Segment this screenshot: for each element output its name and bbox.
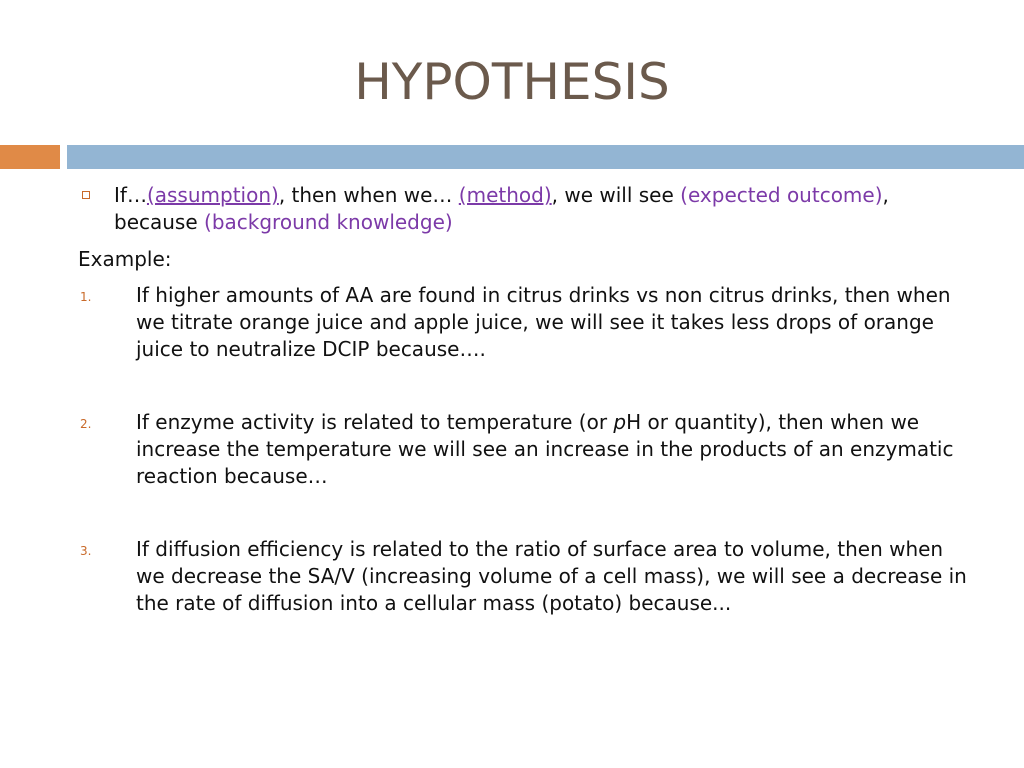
assumption-text: (assumption) bbox=[146, 183, 279, 207]
method-text: (method) bbox=[458, 183, 552, 207]
item-text: If diffusion efficiency is related to the ratio of surface area to volume, then when we decrease the SA/V (increasing volume of a cell mass), we will see a decrease in the rate of diffusion into a cellular mass (potato) because... bbox=[136, 537, 967, 615]
example-label: Example: bbox=[78, 247, 172, 271]
expected-outcome-text: (expected outcome) bbox=[680, 183, 883, 207]
example-list bbox=[78, 282, 978, 617]
item-text-before: If enzyme activity is related to temperature (or bbox=[136, 410, 614, 434]
item-text-italic: p bbox=[613, 410, 627, 434]
item-number: 3. bbox=[80, 544, 92, 558]
template-bullet bbox=[78, 182, 978, 236]
item-text-after: H or quantity), then when we increase the temperature we will see an increase in the products of an enzymatic reaction because… bbox=[136, 410, 954, 488]
example-item-1 bbox=[78, 282, 978, 363]
template-because-text: , because bbox=[114, 183, 889, 234]
template-prefix: If… bbox=[114, 183, 147, 207]
background-knowledge-text: (background knowledge) bbox=[204, 210, 453, 234]
square-bullet-icon bbox=[82, 191, 90, 199]
template-see-text: , we will see bbox=[551, 183, 681, 207]
item-number: 2. bbox=[80, 417, 92, 431]
example-item-2 bbox=[78, 409, 978, 490]
item-text: If higher amounts of AA are found in citrus drinks vs non citrus drinks, then when we titrate orange juice and apple juice, we will see it takes less drops of orange juice to neutralize DCIP because…. bbox=[136, 283, 951, 361]
example-item-3 bbox=[78, 536, 978, 617]
template-then-text: , then when we… bbox=[278, 183, 459, 207]
accent-bar-orange bbox=[0, 145, 60, 169]
slide-title: HYPOTHESIS bbox=[354, 53, 670, 111]
accent-bar-blue bbox=[67, 145, 1024, 169]
item-number: 1. bbox=[80, 290, 92, 304]
slide-body bbox=[78, 182, 978, 663]
